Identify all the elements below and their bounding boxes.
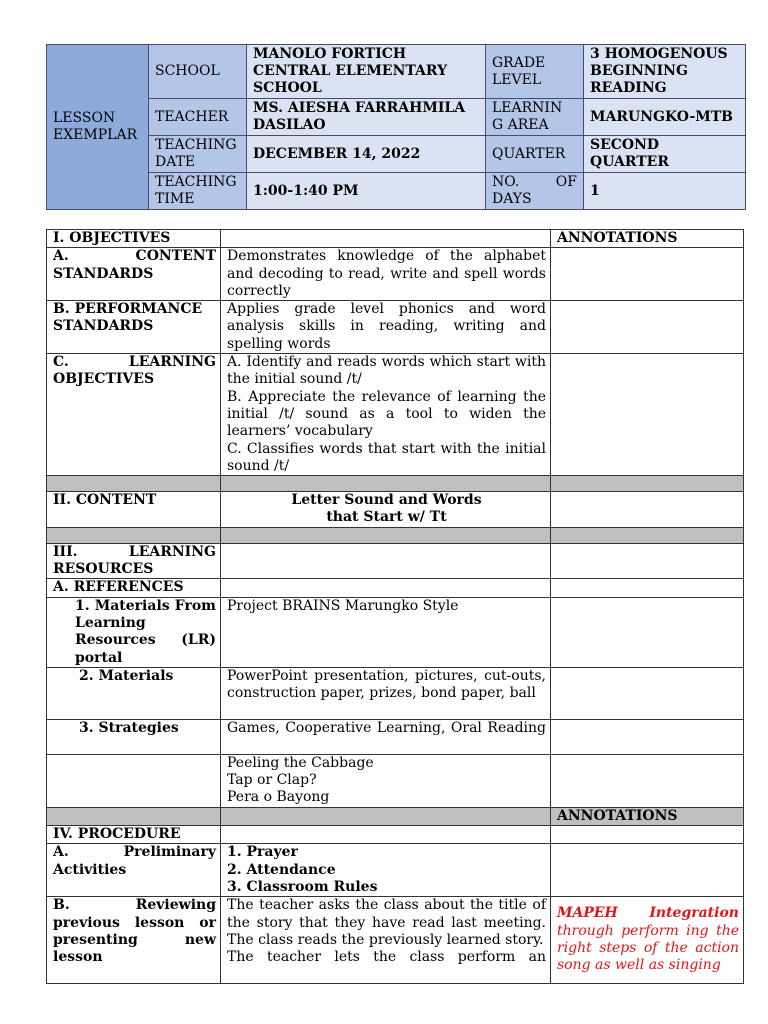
annotation-cell	[551, 248, 744, 301]
empty-cell	[221, 230, 551, 248]
review-text	[221, 897, 551, 984]
learning-objectives-label	[47, 354, 221, 476]
empty-cell	[47, 754, 221, 807]
teacher-value: MS. AIESHA FARRAHMILA DASILAO	[247, 99, 486, 136]
strategies-value: Games, Cooperative Learning, Oral Reading	[221, 719, 551, 754]
learning-objectives-word2: OBJECTIVES	[53, 371, 155, 388]
days-value: 1	[584, 173, 746, 210]
days-label-of: OF	[555, 174, 577, 190]
learning-resources-numeral: III.	[53, 543, 78, 560]
annotations-heading: ANNOTATIONS	[551, 230, 744, 248]
learning-resources-word: LEARNING	[128, 543, 216, 560]
learning-objectives-letter: C.	[53, 354, 69, 371]
learning-objectives-text	[221, 354, 551, 476]
annotation-cell	[551, 667, 744, 719]
content-standards-label	[47, 248, 221, 301]
content-standards-word: CONTENT	[135, 248, 216, 265]
days-label-days: DAYS	[492, 191, 532, 207]
header-table	[46, 44, 746, 210]
lesson-exemplar-cell	[47, 45, 149, 210]
procedure-annotations-heading: ANNOTATIONS	[551, 807, 744, 825]
learning-objectives-word: LEARNING	[128, 354, 216, 371]
empty-cell	[221, 543, 551, 579]
lesson-exemplar-label: LESSON EXEMPLAR	[53, 110, 138, 143]
learning-objective-b: B. Appreciate the relevance of learning the initial /t/ sound as a tool to widen the learners’ vocabulary	[227, 388, 546, 440]
mapeh-annotation-text: through perform ing the right steps of the action song as well as singing	[557, 922, 739, 974]
lesson-plan-table	[46, 229, 744, 984]
annotation-cell	[551, 543, 744, 579]
references-heading: A. REFERENCES	[47, 579, 221, 597]
objectives-heading: I. OBJECTIVES	[47, 230, 221, 248]
learning-resources-heading	[47, 543, 221, 579]
grade-value: 3 HOMOGENOUS BEGINNING READING	[584, 45, 746, 99]
separator-row	[47, 476, 744, 492]
quarter-label: QUARTER	[486, 136, 584, 173]
annotation-cell	[551, 597, 744, 667]
game-item: Tap or Clap?	[227, 772, 317, 789]
annotation-cell	[551, 579, 744, 597]
annotation-cell	[551, 826, 744, 844]
annotation-cell	[551, 754, 744, 807]
date-value: DECEMBER 14, 2022	[247, 136, 486, 173]
mapeh-annotation-title: MAPEH Integration	[557, 905, 739, 922]
materials-label: 2. Materials	[47, 667, 221, 719]
empty-cell	[221, 826, 551, 844]
content-title-line2: that Start w/ Tt	[326, 509, 447, 526]
annotation-cell	[551, 844, 744, 897]
review-paragraph-1: The teacher asks the class about the title of the story that they have read last meeting. The class reads the previously learned story.	[227, 897, 546, 948]
game-item: Peeling the Cabbage	[227, 754, 374, 771]
learning-objective-a: A. Identify and reads words which start with the initial sound /t/	[227, 354, 546, 388]
school-value: MANOLO FORTICH CENTRAL ELEMENTARY SCHOOL	[247, 45, 486, 99]
preliminary-label: A. Preliminary Activities	[47, 844, 221, 897]
teacher-label: TEACHER	[149, 99, 247, 136]
separator-row	[47, 807, 744, 825]
game-item: Pera o Bayong	[227, 789, 330, 806]
annotation-cell	[551, 354, 744, 476]
time-value: 1:00-1:40 PM	[247, 173, 486, 210]
area-label: LEARNIN G AREA	[486, 99, 584, 136]
content-standards-text: Demonstrates knowledge of the alphabet and decoding to read, write and spell words correctly	[221, 248, 551, 301]
materials-lr-label: 1. Materials From Learning Resources (LR) portal	[47, 597, 221, 667]
quarter-value: SECOND QUARTER	[584, 136, 746, 173]
performance-standards-label: B. PERFORMANCE STANDARDS	[47, 301, 221, 354]
preliminary-item: 1. Prayer	[227, 844, 298, 861]
grade-label: GRADE LEVEL	[486, 45, 584, 99]
annotation-cell	[551, 492, 744, 528]
review-label: B. Reviewing previous lesson or presenting new lesson	[47, 897, 221, 984]
annotation-cell	[551, 301, 744, 354]
separator-row	[47, 527, 744, 543]
strategies-label: 3. Strategies	[47, 719, 221, 754]
performance-standards-text: Applies grade level phonics and word analysis skills in reading, writing and spelling words	[221, 301, 551, 354]
review-paragraph-2: The teacher lets the class perform an	[227, 949, 546, 966]
date-label: TEACHING DATE	[149, 136, 247, 173]
learning-objective-c: C. Classifies words that start with the initial sound /t/	[227, 440, 546, 474]
learning-resources-word2: RESOURCES	[53, 561, 154, 578]
preliminary-items	[221, 844, 551, 897]
materials-lr-value: Project BRAINS Marungko Style	[221, 597, 551, 667]
preliminary-item: 3. Classroom Rules	[227, 878, 378, 895]
school-label: SCHOOL	[149, 45, 247, 99]
area-value: MARUNGKO-MTB	[584, 99, 746, 136]
mapeh-annotation	[551, 897, 744, 984]
procedure-heading: IV. PROCEDURE	[47, 826, 221, 844]
content-title	[221, 492, 551, 528]
content-title-line1: Letter Sound and Words	[291, 492, 482, 509]
content-heading: II. CONTENT	[47, 492, 221, 528]
days-label-no: NO.	[492, 174, 520, 190]
time-label: TEACHING TIME	[149, 173, 247, 210]
materials-value: PowerPoint presentation, pictures, cut-outs, construction paper, prizes, bond paper, ball	[221, 667, 551, 719]
empty-cell	[221, 579, 551, 597]
preliminary-item: 2. Attendance	[227, 861, 336, 878]
games-list	[221, 754, 551, 807]
annotation-cell	[551, 719, 744, 754]
content-standards-letter: A.	[53, 248, 69, 265]
days-label	[486, 173, 584, 210]
content-standards-word2: STANDARDS	[53, 265, 154, 282]
